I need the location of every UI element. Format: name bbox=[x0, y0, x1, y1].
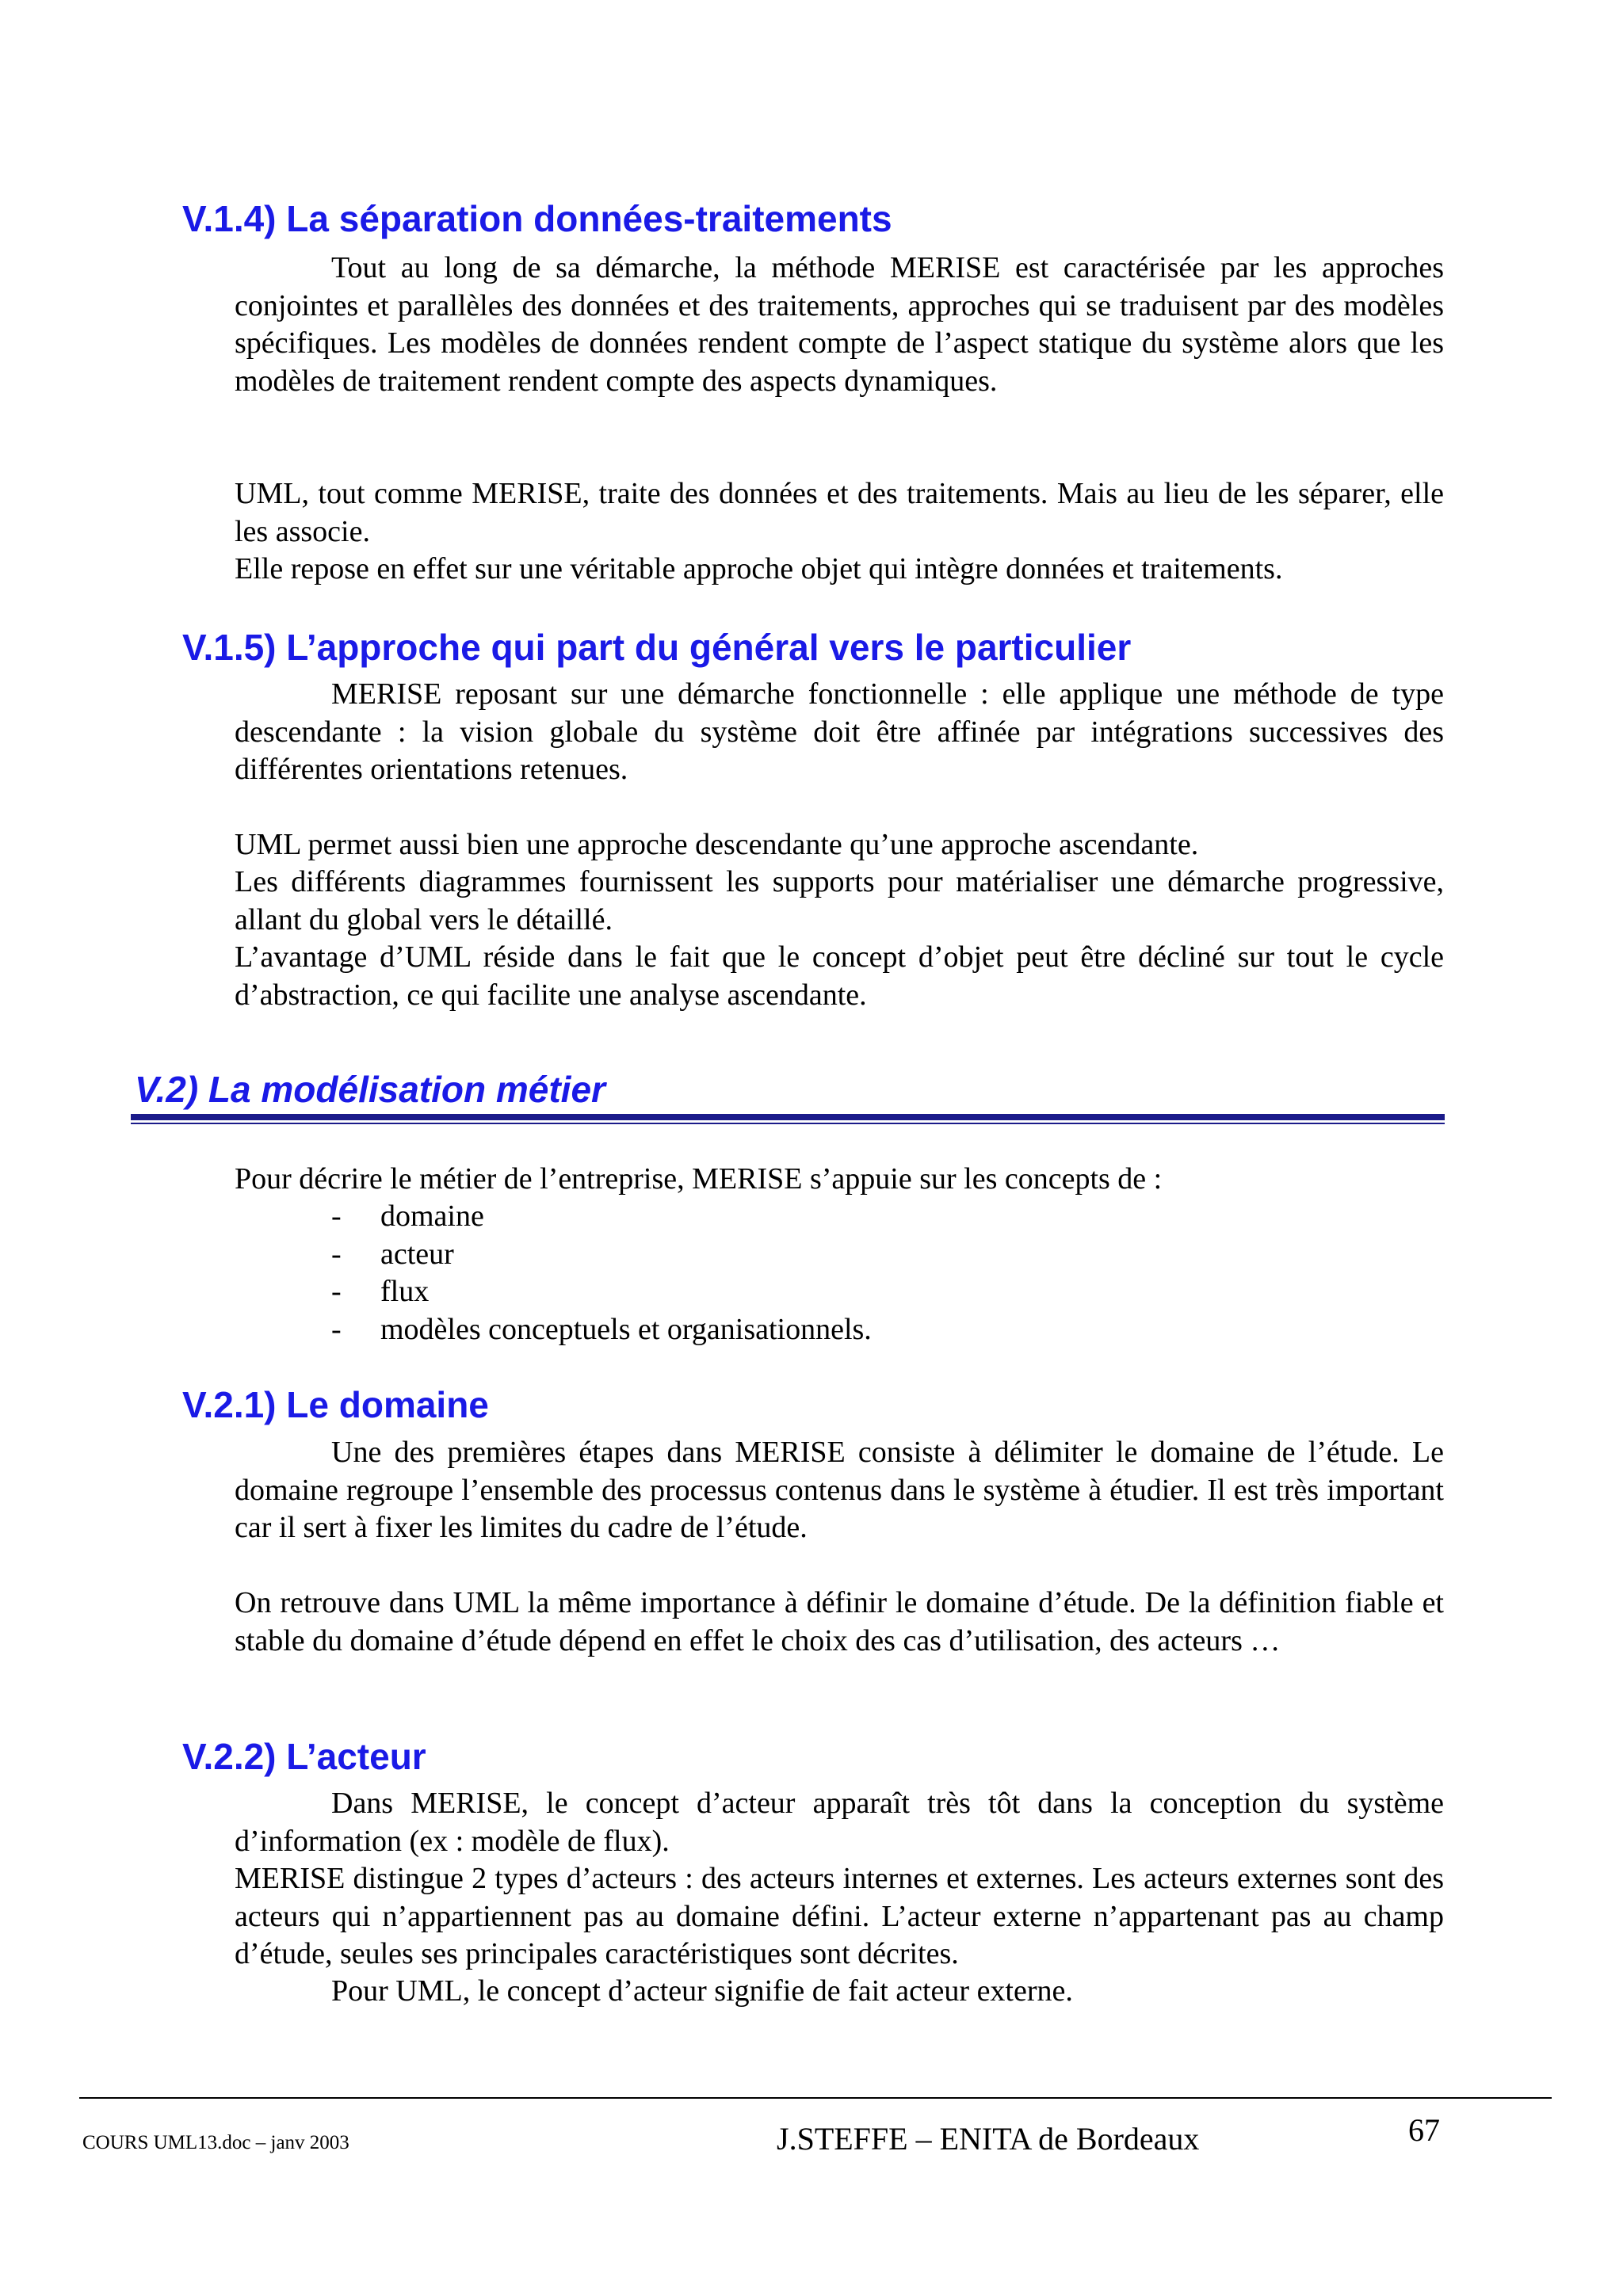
paragraph-v-1-5-2: UML permet aussi bien une approche descendante qu’une approche ascendante. bbox=[235, 828, 1199, 861]
section-rule-thick bbox=[131, 1114, 1445, 1120]
footer-author: J.STEFFE – ENITA de Bordeaux bbox=[777, 2121, 1200, 2157]
paragraph-v-2-intro: Pour décrire le métier de l’entreprise, MERISE s’appuie sur les concepts de : bbox=[235, 1162, 1163, 1196]
list-item: - acteur bbox=[331, 1237, 454, 1271]
list-item: - modèles conceptuels et organisationnels. bbox=[331, 1312, 872, 1346]
paragraph-v-1-4-2: UML, tout comme MERISE, traite des données et des traitements. Mais au lieu de les séparer, elle les associe. bbox=[235, 477, 1444, 548]
paragraph-v-1-4-3: Elle repose en effet sur une véritable approche objet qui intègre données et traitements. bbox=[235, 552, 1283, 585]
paragraph-v-2-2-1: Dans MERISE, le concept d’acteur apparaît très tôt dans la conception du système d’information (ex : modèle de flux). bbox=[235, 1787, 1444, 1858]
paragraph-v-2-1-1: Une des premières étapes dans MERISE consiste à délimiter le domaine de l’étude. Le domaine regroupe l’ensemble des processus contenus dans le système à étudier. Il est très important car il sert à fixer les limites du cadre de l’étude. bbox=[235, 1436, 1444, 1544]
heading-v-1-4: V.1.4) La séparation données-traitements bbox=[182, 198, 892, 239]
heading-v-2-1: V.2.1) Le domaine bbox=[182, 1384, 489, 1425]
footer-filename: COURS UML13.doc – janv 2003 bbox=[82, 2132, 349, 2153]
heading-v-2: V.2) La modélisation métier bbox=[135, 1069, 605, 1110]
paragraph-v-2-2-3: Pour UML, le concept d’acteur signifie de fait acteur externe. bbox=[331, 1974, 1073, 2008]
paragraph-v-2-1-2: On retrouve dans UML la même importance à définir le domaine d’étude. De la définition fiable et stable du domaine d’étude dépend en effet le choix des cas d’utilisation, des acteurs … bbox=[235, 1586, 1444, 1657]
list-item: - flux bbox=[331, 1275, 430, 1308]
list-item: - domaine bbox=[331, 1199, 484, 1233]
section-rule-thin bbox=[131, 1123, 1445, 1124]
paragraph-v-1-4-1: Tout au long de sa démarche, la méthode MERISE est caractérisée par les approches conjointes et parallèles des données et des traitements, approches qui se traduisent par des modèles spécifiques. Les modèles de données rendent compte de l’aspect statique du système alors que les modèles de traitement rendent compte des aspects dynamiques. bbox=[235, 251, 1444, 398]
concept-list bbox=[331, 1198, 872, 1348]
footer-rule bbox=[79, 2097, 1552, 2099]
paragraph-v-1-5-3: Les différents diagrammes fournissent les supports pour matérialiser une démarche progressive, allant du global vers le détaillé. bbox=[235, 865, 1444, 936]
page-number: 67 bbox=[1408, 2112, 1440, 2148]
paragraph-v-1-5-4: L’avantage d’UML réside dans le fait que le concept d’objet peut être décliné sur tout le cycle d’abstraction, ce qui facilite une analyse ascendante. bbox=[235, 940, 1444, 1012]
heading-v-2-2: V.2.2) L’acteur bbox=[182, 1736, 426, 1777]
paragraph-v-1-5-1: MERISE reposant sur une démarche fonctionnelle : elle applique une méthode de type descendante : la vision globale du système doit être affinée par intégrations successives des différentes orientations retenues. bbox=[235, 677, 1444, 786]
paragraph-v-2-2-2: MERISE distingue 2 types d’acteurs : des acteurs internes et externes. Les acteurs externes sont des acteurs qui n’appartiennent pas au domaine défini. L’acteur externe n’appartenant pas au champ d’étude, seules ses principales caractéristiques sont décrites. bbox=[235, 1862, 1444, 1970]
heading-v-1-5: V.1.5) L’approche qui part du général vers le particulier bbox=[182, 627, 1132, 668]
